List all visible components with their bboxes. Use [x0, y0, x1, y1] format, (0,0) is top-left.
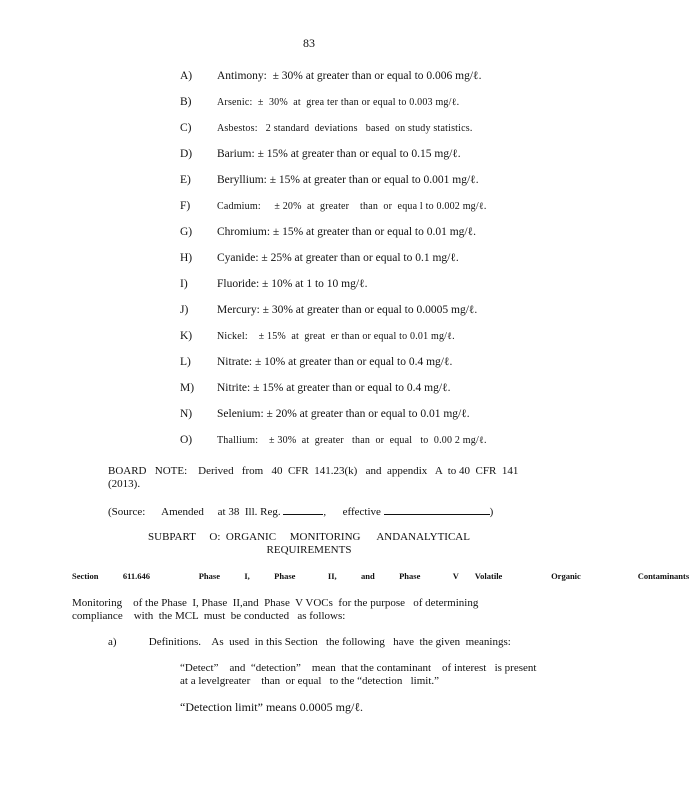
list-item-text: Asbestos: 2 standard deviations based on study statistics.: [217, 123, 473, 134]
board-note: [108, 465, 519, 491]
list-item-text: Chromium: ± 15% at greater than or equal to 0.01 mg/ℓ.: [217, 226, 477, 238]
list-item-letter: A): [180, 70, 193, 82]
detection-limit-definition: “Detection limit” means 0.0005 mg/ℓ.: [180, 700, 364, 714]
list-item-text: Arsenic: ± 30% at grea ter than or equal to 0.003 mg/ℓ.: [217, 97, 460, 108]
subpart-line-1: SUBPART O: ORGANIC MONITORING ANDANALYTICAL: [148, 531, 470, 543]
list-item: [180, 382, 450, 394]
list-item-letter: F): [180, 200, 191, 212]
list-item-text: Fluoride: ± 10% at 1 to 10 mg/ℓ.: [217, 278, 368, 290]
definitions-text: Definitions. As used in this Section the following have the given meanings:: [148, 636, 511, 648]
list-item-letter: G): [180, 226, 193, 238]
source-note: [108, 505, 493, 519]
monitoring-paragraph: [72, 597, 542, 623]
list-item-letter: H): [180, 252, 193, 264]
source-middle: , effective: [323, 506, 381, 518]
list-item-text: Antimony: ± 30% at greater than or equal to 0.006 mg/ℓ.: [217, 70, 482, 82]
source-prefix: (Source: Amended at 38 Ill. Reg.: [108, 506, 281, 518]
definitions-paragraph: [108, 636, 511, 649]
detect-line-2: at a levelgreater than or equal to the “detection limit.”: [180, 675, 440, 687]
list-item: [180, 304, 477, 316]
list-item-letter: B): [180, 96, 192, 108]
list-item: [180, 408, 470, 420]
list-item: [180, 200, 487, 212]
list-item: [180, 226, 476, 238]
list-item-text: Beryllium: ± 15% at greater than or equal to 0.001 mg/ℓ.: [217, 174, 479, 186]
source-suffix: ): [489, 506, 494, 518]
detect-definition: [180, 662, 550, 688]
list-item-letter: N): [180, 408, 193, 420]
list-item-letter: K): [180, 330, 193, 342]
list-item-text: Selenium: ± 20% at greater than or equal to 0.01 mg/ℓ.: [217, 408, 470, 420]
list-item: [180, 148, 461, 160]
list-item-letter: L): [180, 356, 191, 368]
source-register-blank: [283, 505, 323, 515]
list-item-letter: M): [180, 382, 195, 394]
monitoring-line-1: Monitoring of the Phase I, Phase II,and Phase V VOCs for the purpose of determining: [72, 597, 479, 609]
list-item: [180, 278, 367, 290]
subpart-line-2: REQUIREMENTS: [266, 544, 352, 556]
list-item-letter: J): [180, 304, 189, 316]
list-item-letter: C): [180, 122, 192, 134]
detect-line-1: “Detect” and “detection” mean that the contaminant of interest is present: [180, 662, 537, 674]
monitoring-line-2: compliance with the MCL must be conducted as follows:: [72, 610, 346, 622]
definitions-letter: a): [108, 636, 117, 648]
list-item-text: Mercury: ± 30% at greater than or equal to 0.0005 mg/ℓ.: [217, 304, 478, 316]
section-heading: Section 611.646 Phase I, Phase II, and Phase V Volatile Organic Contaminants: [72, 571, 689, 581]
list-item-text: Nickel: ± 15% at great er than or equal to 0.01 mg/ℓ.: [217, 331, 455, 342]
list-item: [180, 330, 455, 342]
list-item-text: Nitrate: ± 10% at greater than or equal to 0.4 mg/ℓ.: [217, 356, 453, 368]
list-item-text: Thallium: ± 30% at greater than or equal to 0.00 2 mg/ℓ.: [217, 435, 487, 446]
source-effective-blank: [384, 505, 490, 515]
list-item-text: Cyanide: ± 25% at greater than or equal to 0.1 mg/ℓ.: [217, 252, 459, 264]
list-item: [180, 122, 473, 134]
list-item-text: Cadmium: ± 20% at greater than or equa l to 0.002 mg/ℓ.: [217, 201, 487, 212]
page-number: 83: [303, 36, 315, 50]
board-note-line-2: (2013).: [108, 478, 141, 490]
list-item: [180, 96, 459, 108]
list-item: [180, 252, 459, 264]
list-item: [180, 70, 481, 82]
subpart-heading: [0, 531, 618, 557]
list-item-letter: E): [180, 174, 191, 186]
list-item: [180, 174, 479, 186]
list-item-letter: I): [180, 278, 188, 290]
list-item-letter: O): [180, 434, 193, 446]
list-item: [180, 434, 487, 446]
list-item-text: Nitrite: ± 15% at greater than or equal to 0.4 mg/ℓ.: [217, 382, 451, 394]
list-item-text: Barium: ± 15% at greater than or equal to 0.15 mg/ℓ.: [217, 148, 461, 160]
list-item-letter: D): [180, 148, 193, 160]
list-item: [180, 356, 452, 368]
board-note-line-1: BOARD NOTE: Derived from 40 CFR 141.23(k) and appendix A to 40 CFR 141: [108, 465, 519, 477]
